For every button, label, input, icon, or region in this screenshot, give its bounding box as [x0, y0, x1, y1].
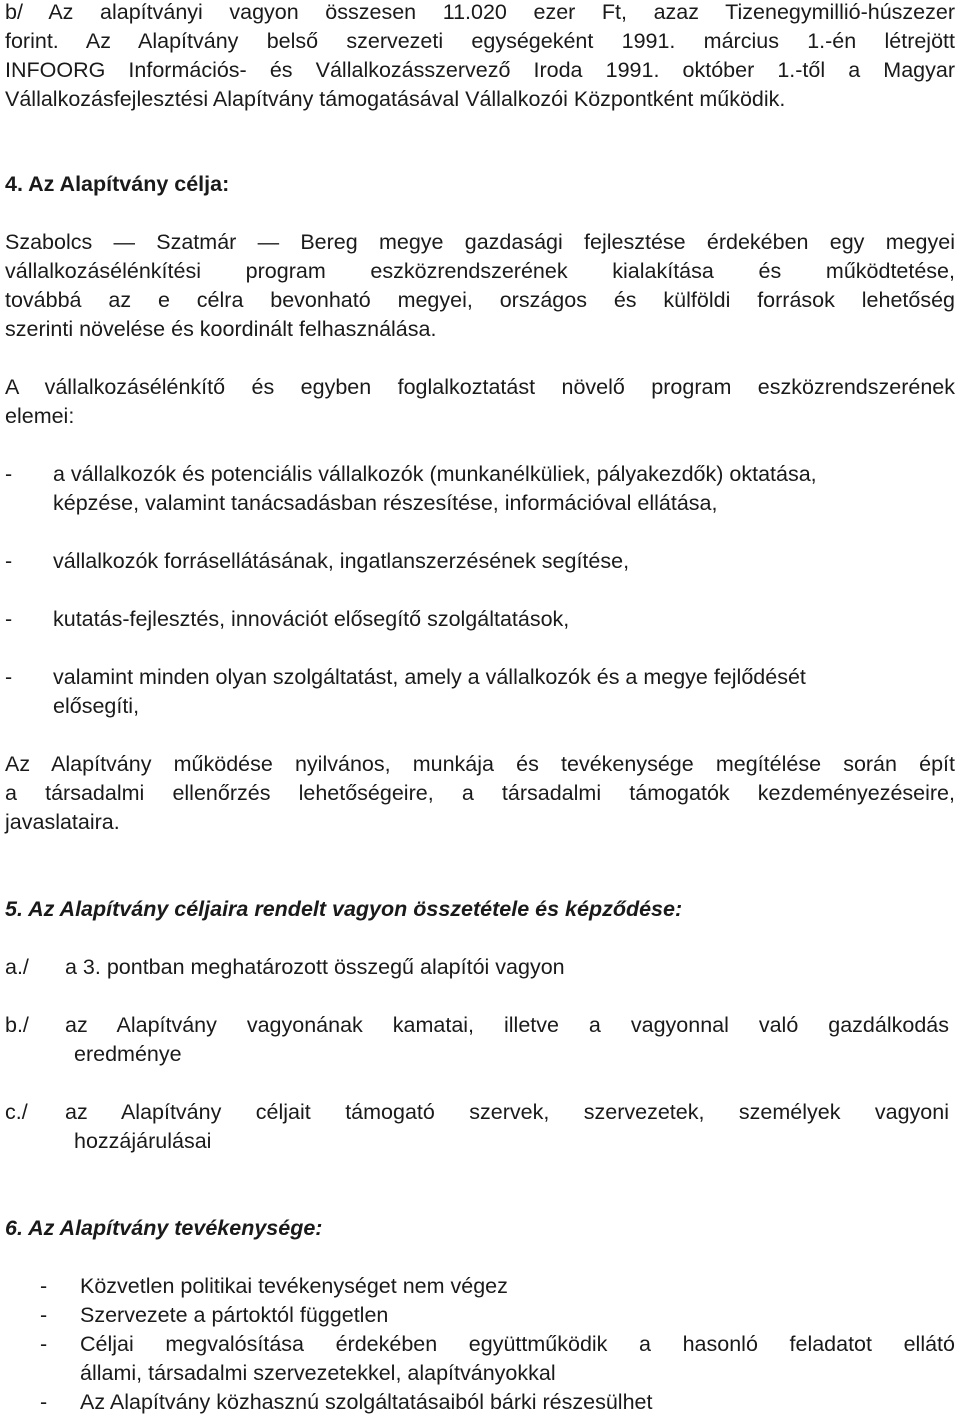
list-marker: c./ [5, 1100, 28, 1124]
list-item-line: képzése, valamint tanácsadásban részesítése, információval ellátása, [53, 491, 718, 515]
list-marker: b./ [5, 1013, 29, 1037]
list-item-line: vállalkozók forrásellátásának, ingatlanszerzésének segítése, [53, 549, 630, 573]
list-item-line: elősegíti, [53, 694, 140, 718]
list-item-line: Az Alapítvány közhasznú szolgáltatásaiból bárki részesülhet [80, 1390, 653, 1414]
list-dash: - [5, 607, 13, 631]
paragraph-line: A vállalkozásélénkítő és egyben foglalkoztatást növelő program eszközrendszerének [5, 375, 955, 399]
list-item-line: a 3. pontban meghatározott összegű alapítói vagyon [65, 955, 565, 979]
paragraph-line: továbbá az e célra bevonható megyei, országos és külföldi források lehetőség [5, 288, 955, 312]
paragraph-line: Az Alapítvány működése nyilvános, munkája és tevékenysége megítélése során épít [5, 752, 955, 776]
list-item-line: Szervezete a pártoktól független [80, 1303, 389, 1327]
section-4-heading: 4. Az Alapítvány célja: [5, 172, 230, 196]
list-item-line: Közvetlen politikai tevékenységet nem végez [80, 1274, 508, 1298]
paragraph-line: szerinti növelése és koordinált felhasználása. [5, 317, 437, 341]
paragraph-line: javaslataira. [5, 810, 120, 834]
list-item-line: Céljai megvalósítása érdekében együttműködik a hasonló feladatot ellátó [80, 1332, 955, 1356]
section-6-heading: 6. Az Alapítvány tevékenysége: [5, 1216, 323, 1240]
list-item-line: valamint minden olyan szolgáltatást, amely a vállalkozók és a megye fejlődését [53, 665, 806, 689]
section-5-heading: 5. Az Alapítvány céljaira rendelt vagyon összetétele és képződése: [5, 897, 683, 921]
intro-line-2: forint. Az Alapítvány belső szervezeti egységeként 1991. március 1.-én létrejött [5, 29, 955, 53]
paragraph-line: vállalkozásélénkítési program eszközrendszerének kialakítása és működtetése, [5, 259, 955, 283]
list-dash: - [40, 1332, 48, 1356]
list-dash: - [5, 549, 13, 573]
list-dash: - [40, 1274, 48, 1298]
list-item-line: a vállalkozók és potenciális vállalkozók (munkanélküliek, pályakezdők) oktatása, [53, 462, 817, 486]
list-item-line: hozzájárulásai [74, 1129, 212, 1153]
intro-line-3: INFOORG Információs- és Vállalkozásszervező Iroda 1991. október 1.-től a Magyar [5, 58, 955, 82]
paragraph-line: Szabolcs — Szatmár — Bereg megye gazdasági fejlesztése érdekében egy megyei [5, 230, 955, 254]
list-dash: - [40, 1303, 48, 1327]
list-item-line: eredménye [74, 1042, 182, 1066]
list-item-line: kutatás-fejlesztés, innovációt elősegítő szolgáltatások, [53, 607, 570, 631]
intro-line-4: Vállalkozásfejlesztési Alapítvány támogatásával Vállalkozói Központként működik. [5, 87, 786, 111]
list-item-line: az Alapítvány céljait támogató szervek, szervezetek, személyek vagyoni [65, 1100, 949, 1124]
list-dash: - [40, 1390, 48, 1414]
list-item-line: állami, társadalmi szervezetekkel, alapítványokkal [80, 1361, 556, 1385]
intro-line-1: b/ Az alapítványi vagyon összesen 11.020 ezer Ft, azaz Tizenegymillió-húszezer [5, 0, 955, 24]
paragraph-line: a társadalmi ellenőrzés lehetőségeire, a társadalmi támogatók kezdeményezéseire, [5, 781, 955, 805]
paragraph-line: elemei: [5, 404, 75, 428]
list-dash: - [5, 462, 13, 486]
list-dash: - [5, 665, 13, 689]
list-item-line: az Alapítvány vagyonának kamatai, illetve a vagyonnal való gazdálkodás [65, 1013, 949, 1037]
list-marker: a./ [5, 955, 29, 979]
